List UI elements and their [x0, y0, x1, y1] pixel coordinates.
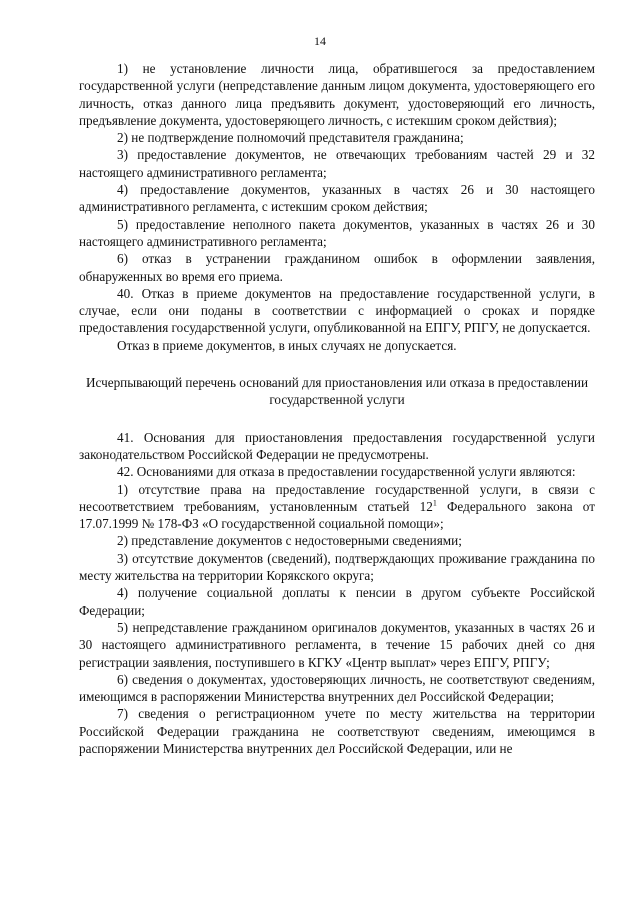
- paragraph-refusal-reason-2: 2) не подтверждение полномочий представителя гражданина;: [117, 130, 464, 146]
- paragraph-denial-reason-7: 7) сведения о регистрационном учете по месту жительства на территории Российской Федерации гражданина не соответствуют сведениям, имеющимся в распоряжении Министерства внутренних дел Российской Федерации, или не: [79, 706, 595, 756]
- paragraph-refusal-reason-6: 6) отказ в устранении гражданином ошибок в оформлении заявления, обнаруженных во время его приема.: [79, 251, 595, 284]
- paragraph-refusal-reason-3: 3) предоставление документов, не отвечающих требованиям частей 29 и 32 настоящего административного регламента;: [79, 147, 595, 180]
- section-heading: Исчерпывающий перечень оснований для приостановления или отказа в предоставлении государственной услуги: [85, 375, 589, 408]
- paragraph-denial-reason-3: 3) отсутствие документов (сведений), подтверждающих проживание гражданина по месту жительства на территории Корякского округа;: [79, 550, 595, 584]
- denial-reason-1-text: 1) отсутствие права на предоставление государственной услуги, в связи с несоответствием требованиям, установленным статьей 12: [79, 481, 595, 514]
- paragraph-denial-reason-5: 5) непредставление гражданином оригиналов документов, указанных в частях 26 и 30 настоящего административного регламента, в течение 15 рабочих дней со дня регистрации заявления, поступившего в КГКУ «Центр выплат» через ЕПГУ, РПГУ;: [79, 619, 595, 670]
- paragraph-denial-reason-4: 4) получение социальной доплаты к пенсии в другом субъекте Российской Федерации;: [79, 585, 595, 618]
- paragraph-40: 40. Отказ в приеме документов на предоставление государственной услуги, в случае, если они поданы в соответствии с информацией о сроках и порядке предоставления государственной услуги, опубликованной на ЕПГУ, РПГУ, не допускается.: [79, 285, 595, 336]
- paragraph-no-other-refusal: Отказ в приеме документов, в иных случаях не допускается.: [117, 337, 457, 353]
- paragraph-refusal-reason-5: 5) предоставление неполного пакета документов, указанных в частях 26 и 30 настоящего административного регламента;: [79, 216, 595, 249]
- paragraph-denial-reason-1: [79, 481, 595, 533]
- paragraph-refusal-reason-1: 1) не установление личности лица, обратившегося за предоставлением государственной услуги (непредставление данным лицом документа, удостоверяющего его личность, отказ данного лица предъявить документ, удостоверяющий его личность, предъявление документа, удостоверяющего личность, с истекшим сроком действия);: [79, 61, 595, 128]
- denial-reason-1-tail: Федерального закона от 17.07.1999 № 178-ФЗ «О государственной социальной помощи»;: [79, 498, 595, 532]
- paragraph-refusal-reason-4: 4) предоставление документов, указанных в частях 26 и 30 настоящего административного регламента, с истекшим сроком действия;: [79, 182, 595, 215]
- paragraph-41: 41. Основания для приостановления предоставления государственной услуги законодательством Российской Федерации не предусмотрены.: [79, 429, 595, 462]
- document-body: [79, 60, 595, 757]
- page-number: 14: [314, 34, 326, 48]
- paragraph-denial-reason-6: 6) сведения о документах, удостоверяющих личность, не соответствуют сведениям, имеющимся в распоряжении Министерства внутренних дел Российской Федерации;: [79, 671, 595, 705]
- paragraph-denial-reason-2: 2) представление документов с недостоверными сведениями;: [117, 533, 462, 549]
- article-superscript: 1: [432, 498, 437, 508]
- paragraph-42: 42. Основаниями для отказа в предоставлении государственной услуги являются:: [117, 464, 576, 480]
